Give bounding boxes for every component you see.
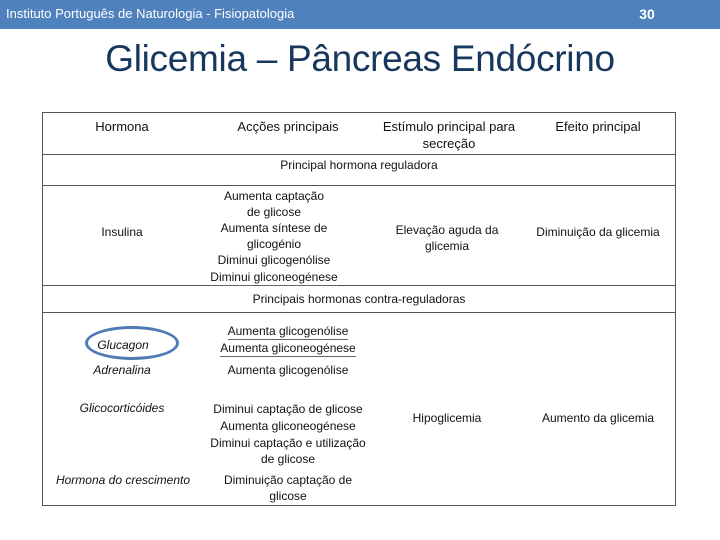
slide-title: Glicemia – Pâncreas Endócrino [105,38,615,79]
insulin-action-2: Aumenta síntese de glicogénio [220,221,328,251]
glicocorticoides-action-2: Aumenta gliconeogénese [220,419,356,433]
insulin-action-1: Aumenta captação de glicose [223,189,325,219]
glicocorticoides-action-1: Diminui captação de glicose [213,402,363,416]
page-number: 30 [639,6,655,22]
counter-effect: Aumento da glicemia [541,411,655,425]
section-counter-regulators: Principais hormonas contra-reguladoras [252,292,466,306]
col-header-accoes: Acções principais [237,119,339,134]
hormone-insulina: Insulina [101,225,143,239]
table-divider [42,154,676,155]
counter-stimulus: Hipoglicemia [412,411,482,425]
hormone-glucagon: Glucagon [97,338,149,352]
insulin-action-3: Diminui glicogenólise [217,253,331,267]
hormone-glicocorticoides: Glicocorticóides [79,401,165,415]
adrenalina-action-1: Aumenta glicogenólise [227,363,349,377]
insulin-action-4: Diminui gliconeogénese [210,270,338,284]
glicocorticoides-action-3: Diminui captação e utilização de glicose [210,436,366,466]
col-header-estimulo: Estímulo principal para secreção [382,119,516,151]
glucagon-action-2: Aumenta gliconeogénese [220,341,356,355]
glucagon-action-1: Aumenta glicogenólise [227,324,349,338]
institute-name: Instituto Português de Naturologia - Fisiopatologia [6,6,295,21]
table-divider [42,312,676,313]
insulin-effect: Diminuição da glicemia [536,225,660,239]
col-header-efeito: Efeito principal [555,119,641,134]
hormone-adrenalina: Adrenalina [93,363,151,377]
crescimento-action-1: Diminuição captação de glicose [223,473,353,503]
table-divider [42,285,676,286]
insulin-stimulus: Elevação aguda da glicemia [395,223,499,253]
col-header-hormona: Hormona [95,119,149,134]
section-main-regulator: Principal hormona reguladora [280,158,438,172]
hormone-crescimento: Hormona do crescimento [55,473,191,487]
table-divider [42,185,676,186]
